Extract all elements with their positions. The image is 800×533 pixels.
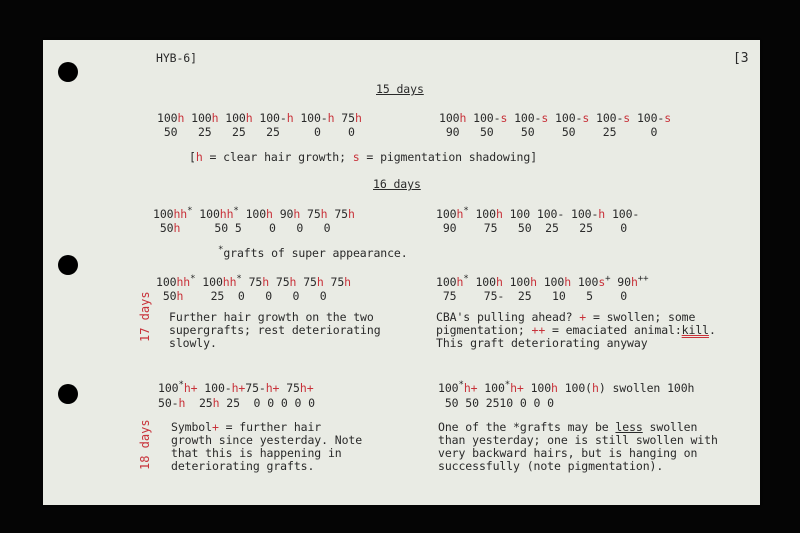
legend-15: [h = clear hair growth; s = pigmentation shadowing] bbox=[189, 150, 538, 164]
row-17-b-top: 100h* 100h 100h 100h 100s+ 90h++ bbox=[436, 274, 649, 289]
row-17-a-bottom: 50h 25 0 0 0 0 bbox=[156, 289, 327, 303]
row-15-b-top: 100h 100-s 100-s 100-s 100-s 100-s bbox=[439, 111, 672, 125]
note-18-b: One of the *grafts may be less swollen than yesterday; one is still swollen with very backward hairs, but is hanging on successfully (note pigmentation). bbox=[438, 420, 718, 473]
row-18-a-bottom: 50-h 25h 25 0 0 0 0 0 bbox=[158, 396, 315, 410]
note-17-b-line1: CBA's pulling ahead? + = swollen; some bbox=[436, 310, 696, 324]
row-16-b-bottom: 90 75 50 25 25 0 bbox=[436, 221, 628, 235]
row-18-b-bottom: 50 50 2510 0 0 0 bbox=[438, 396, 555, 410]
page-number: [3 bbox=[733, 51, 749, 66]
note-18-a: Symbol+ = further hair growth since yesterday. Note that this is happening in deteriorating grafts. bbox=[171, 420, 363, 473]
label-18-days: 18 days bbox=[138, 419, 152, 470]
note-16: *grafts of super appearance. bbox=[218, 245, 408, 260]
section-title-16-days: 16 days bbox=[373, 177, 421, 191]
row-16-a-top: 100hh* 100hh* 100h 90h 75h 75h bbox=[153, 206, 355, 221]
section-title-15-days: 15 days bbox=[376, 82, 424, 96]
row-15-a-bottom: 50 25 25 25 0 0 bbox=[157, 125, 355, 139]
punch-hole-bottom bbox=[58, 384, 78, 404]
note-17-b-line3: This graft deteriorating anyway bbox=[436, 336, 648, 350]
note-17-a: Further hair growth on the two supergrafts; rest deteriorating slowly. bbox=[169, 310, 381, 350]
label-17-days: 17 days bbox=[138, 291, 152, 342]
card-id: HYB-6] bbox=[156, 51, 197, 65]
note-17-b-line2: pigmentation; ++ = emaciated animal:kill. bbox=[436, 323, 716, 337]
row-17-a-top: 100hh* 100hh* 75h 75h 75h 75h bbox=[156, 274, 351, 289]
row-15-a-top: 100h 100h 100h 100-h 100-h 75h bbox=[157, 111, 362, 125]
punch-hole-top bbox=[58, 62, 78, 82]
row-17-b-bottom: 75 75- 25 10 5 0 bbox=[436, 289, 628, 303]
punch-hole-middle bbox=[58, 255, 78, 275]
row-18-b-top: 100*h+ 100*h+ 100h 100(h) swollen 100h bbox=[438, 380, 695, 395]
row-15-b-bottom: 90 50 50 50 25 0 bbox=[439, 125, 658, 139]
row-16-a-bottom: 50h 50 5 0 0 0 bbox=[153, 221, 331, 235]
row-16-b-top: 100h* 100h 100 100- 100-h 100- bbox=[436, 206, 640, 221]
row-18-a-top: 100*h+ 100-h+75-h+ 75h+ bbox=[158, 380, 314, 395]
index-card bbox=[43, 40, 760, 505]
